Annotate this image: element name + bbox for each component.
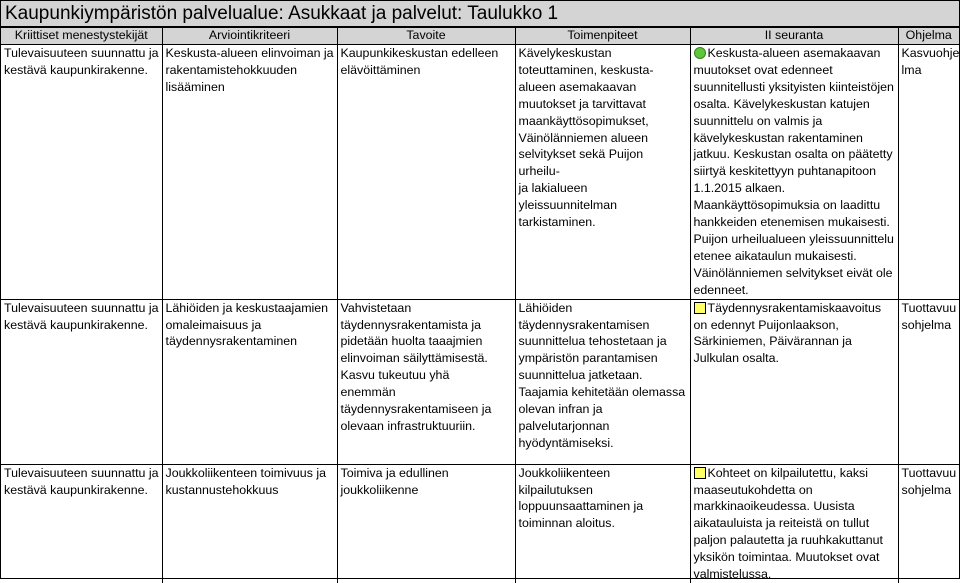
column-header-arviointikriteeri: Arviointikriteeri (162, 28, 337, 45)
cell-kriittiset: Tulevaisuuteen suunnattu ja kestävä kaupunkirakenne. (1, 464, 162, 583)
report-table (1, 27, 959, 583)
status-indicator-yellow-icon (694, 302, 706, 314)
cell-arviointikriteeri: Keskusta-alueen elinvoiman ja rakentamistehokkuuden lisääminen (162, 45, 337, 300)
page-title: Kaupunkiympäristön palvelualue: Asukkaat ja palvelut: Taulukko 1 (1, 0, 959, 27)
cell-seuranta: Kohteet on kilpailutettu, kaksi maaseutukohdetta on markkinaoikeudessa. Uusista aikatauluista ja reiteistä on tullut paljon palautetta ja ruuhkakuttanut yksikön toimintaa. Muutokset ovat valmistelussa. (690, 464, 898, 583)
cell-kriittiset: Tulevaisuuteen suunnattu ja kestävä kaupunkirakenne. (1, 299, 162, 464)
column-header-toimenpiteet: Toimenpiteet (515, 28, 690, 45)
table-row (1, 45, 959, 300)
cell-tavoite: Vahvistetaan täydennysrakentamista ja pidetään huolta taaajmien elinvoiman säilyttämisestä. Kasvu tukeutuu yhä enemmän täydennysrakentamiseen ja olevaan infrastruktuuriin. (337, 299, 515, 464)
cell-toimenpiteet: Joukkoliikenteen kilpailutuksen loppuunsaattaminen ja toiminnan aloitus. (515, 464, 690, 583)
cell-ohjelma: Tuottavuu sohjelma (898, 299, 959, 464)
cell-ohjelma: Tuottavuu sohjelma (898, 464, 959, 583)
table-row (1, 299, 959, 464)
cell-ohjelma: Kasvuohje lma (898, 45, 959, 300)
cell-arviointikriteeri: Lähiöiden ja keskustaajamien omaleimaisuus ja täydennysrakentaminen (162, 299, 337, 464)
cell-seuranta: Keskusta-alueen asemakaavan muutokset ovat edenneet suunnitellusti yksityisten kiinteistöjen osalta. Kävelykeskustan katujen suunnittelu on valmis ja kävelykeskustan rakentaminen jatkuu. Keskustan osalta on päätetty siirtyä keskitettyyn puhtanapitoon 1.1.2015 alkaen. Maankäyttösopimuksia on laadittu hankkeiden etenemisen mukaisesti. Puijon urheilualueen yleissuunnittelu etenee aikataulun mukaisesti. Väinölänniemen selvitykset eivät ole edenneet. (690, 45, 898, 300)
column-header-ohjelma: Ohjelma (898, 28, 959, 45)
cell-toimenpiteet: Lähiöiden täydennysrakentamisen suunnittelua tehostetaan ja ympäristön parantamisen suunnittelua jatketaan. Taajamia kehitetään olemassa olevan infran ja palvelutarjonnan hyödyntämiseksi. (515, 299, 690, 464)
status-indicator-green-icon (694, 47, 706, 59)
cell-toimenpiteet: Kävelykeskustan toteuttaminen, keskusta- alueen asemakaavan muutokset ja tarvittavat maankäyttösopimukset, Väinölänniemen alueen selvitykset sekä Puijon urheilu- ja lakialueen yleissuunnitelman tarkistaminen. (515, 45, 690, 300)
cell-tavoite: Kaupunkikeskustan edelleen elävöittäminen (337, 45, 515, 300)
column-header-seuranta: II seuranta (690, 28, 898, 45)
header-row (1, 28, 959, 45)
cell-seuranta: Täydennysrakentamiskaavoitus on edennyt Puijonlaakson, Särkiniemen, Päivärannan ja Julkulan osalta. (690, 299, 898, 464)
cell-kriittiset: Tulevaisuuteen suunnattu ja kestävä kaupunkirakenne. (1, 45, 162, 300)
column-header-tavoite: Tavoite (337, 28, 515, 45)
cell-arviointikriteeri: Joukkoliikenteen toimivuus ja kustannustehokkuus (162, 464, 337, 583)
cell-tavoite: Toimiva ja edullinen joukkoliikenne (337, 464, 515, 583)
column-header-kriittiset: Kriittiset menestystekijät (1, 28, 162, 45)
status-indicator-yellow-icon (694, 467, 706, 479)
table-row (1, 464, 959, 583)
